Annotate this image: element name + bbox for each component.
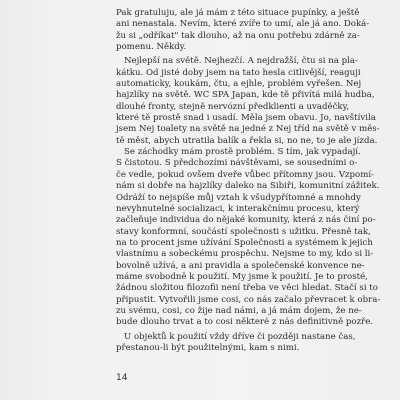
text-line: Pak gratuluju, ale já mám z této situace pupínky, a ještě	[116, 8, 360, 18]
text-line: bovolně užívá, a ani pravidla a společenské konvence ne-	[116, 260, 365, 271]
text-line: připustit. Vytvořili jsme cosi, co nás začalo převracet k obra-	[116, 294, 381, 305]
text-line: žádnou složitou filozofii není třeba ve věci hledat. Stačí si to	[116, 283, 378, 294]
text-line: jsem Nej toalety na světě na jedné z Nej tříd na světě v měs-	[116, 124, 380, 135]
text-line: S čistotou. S předchozími návštěvami, se sousedními o-	[116, 158, 358, 169]
text-line: U objektů k použití vždy dříve či později nastane čas,	[124, 331, 356, 342]
text-line: bude dlouho trvat a to cosi některé z nás definitivně pozře.	[116, 317, 374, 328]
text-line: přestanou-li být použitelnými, kam s nimi.	[116, 342, 300, 353]
text-line: automaticky, koukám, čtu, a ejhle, problém vyřešen. Nej	[116, 79, 362, 90]
text-line: hajzlíky na světě. WC SPA Japan, kde tě přivítá milá hudba,	[116, 90, 375, 101]
text-line: žu si „odříkat" tak dlouho, až na onu potřebu zdárně za-	[116, 30, 360, 41]
text-line: nám si dobře na hajzlíky daleko na Sibiři, komunitní zážitek.	[116, 181, 380, 192]
text-line: tě měst, abych utratila balík a řekla si, no ne, to je ale jízda.	[116, 135, 378, 146]
text-line: nevyhnutelné socializaci, k interakčnímu procesu, který	[116, 203, 360, 214]
text-line: pomenu. Někdy.	[116, 42, 187, 53]
text-line: Nejlepší na světě. Nejhezčí. A nejdražší, čtu si na pla-	[124, 56, 358, 67]
text-line: dlouhé fronty, stejně nervózní předklienti a uvaděčky,	[116, 101, 350, 112]
text-line: Se záchodky mám prostě problém. S tím, jak vypadají.	[124, 147, 361, 158]
body-text	[116, 8, 381, 354]
text-line: stavy konformní, součástí společnosti s užitku. Přesně tak,	[116, 226, 371, 237]
text-line: máme svobodně k použití. My jsme k použití. Je to prosté,	[116, 271, 368, 282]
text-line: začleňuje individua do nějaké komunity, která z nás činí po-	[116, 215, 376, 226]
paragraph-2	[116, 56, 380, 147]
text-line: Odráží to nejspíše můj vztah k všudypřítomné a mnohdy	[116, 192, 361, 203]
page-number: 14	[116, 373, 128, 383]
paragraph-3	[116, 147, 381, 329]
text-line: které tě prostě snad i usadí. Měla jsem obavu. Jo, navštívila	[116, 113, 376, 124]
text-line: zu svému, cosi, co žije nad námi, a já mám dojem, že ne-	[116, 305, 362, 316]
text-line: če vedle, pokud ovšem dveře vůbec přítomny jsou. Vzpomí-	[116, 169, 375, 180]
paragraph-1	[116, 8, 370, 53]
text-line: vlastnímu a sobeckému prospěchu. Nejsme to my, kdo si li-	[116, 249, 374, 260]
paragraph-4	[116, 331, 356, 355]
text-line: ani nenastala. Nevím, které zvíře to umí, ale já ano. Doká-	[116, 19, 370, 30]
text-line: na to procent jsme užívání Společnosti a systémem k jejich	[116, 237, 373, 248]
text-line: kátku. Od jisté doby jsem na tato hesla citlivější, reaguji	[116, 67, 361, 78]
